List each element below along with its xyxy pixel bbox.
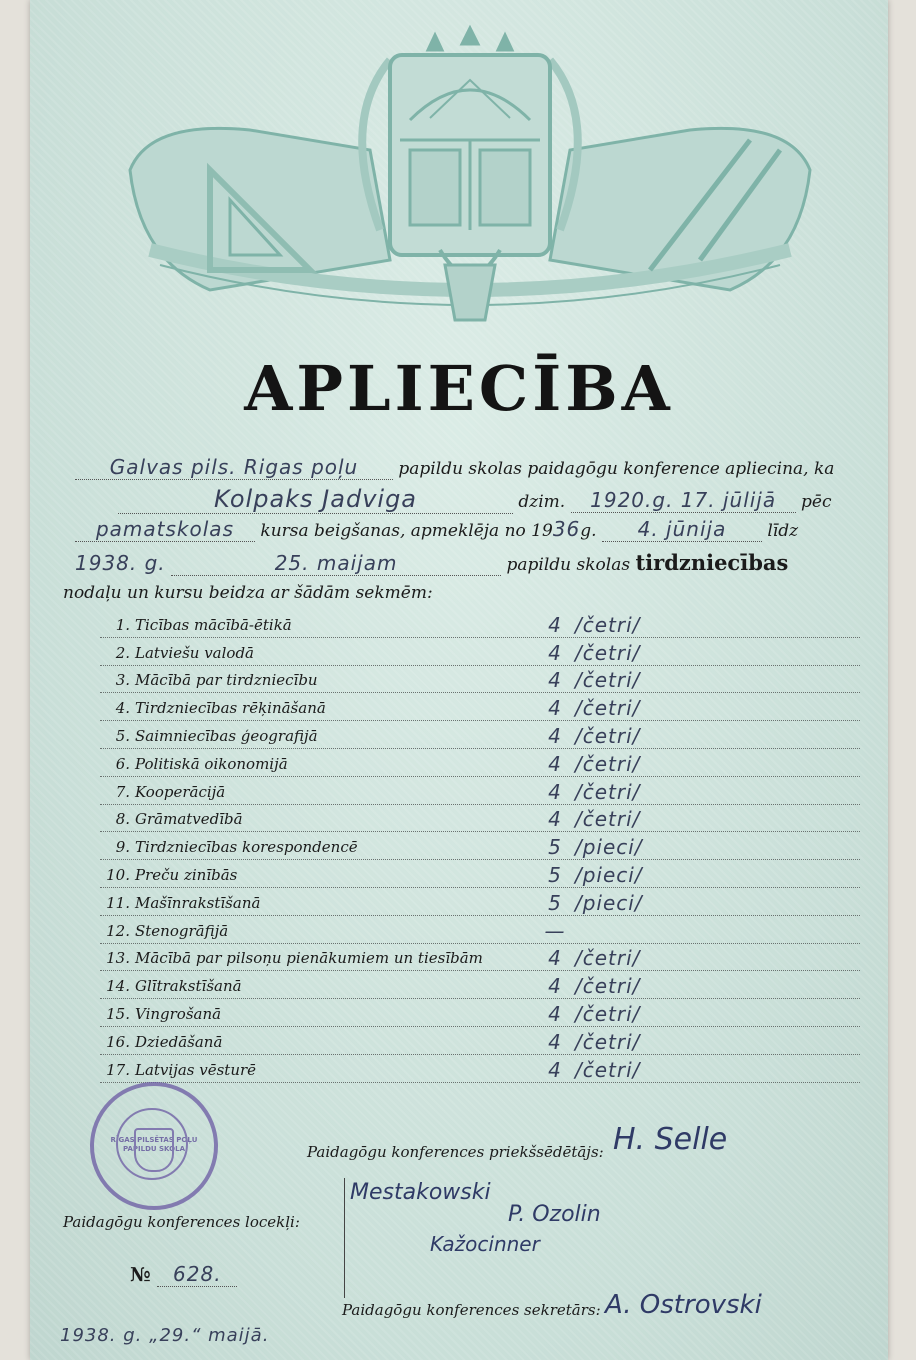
subject-name: Stenogrāfijā (135, 921, 229, 940)
subject-grade-words: /četri/ (575, 1057, 641, 1082)
subject-name: Preču zinībās (135, 865, 238, 884)
intro-text-3: kursa beigšanas, apmeklēja no 19 (260, 521, 553, 541)
document-title: APLIECĪBA (244, 352, 674, 425)
subject-grade-words: /četri/ (575, 751, 641, 776)
subject-number: 11. (106, 893, 130, 912)
subject-name: Kooperācijā (135, 782, 226, 801)
subject-row (100, 721, 860, 749)
stamp-shield-icon (134, 1128, 174, 1172)
subject-grade: 5 (548, 862, 562, 887)
number-value: 628. (157, 1262, 237, 1287)
g-label: g. (580, 521, 597, 541)
members-label: Paidagōgu konferences locekļi: (63, 1213, 300, 1231)
subject-grade: 4 (548, 1001, 562, 1026)
subject-number: 15. (106, 1004, 130, 1023)
subject-number: 2. (115, 643, 130, 662)
subject-number: 8. (115, 810, 130, 829)
subject-grade-words: /četri/ (575, 807, 641, 832)
subject-name: Ticības mācībā-ētikā (135, 615, 292, 634)
member-signature-2: P. Ozolin (508, 1202, 601, 1227)
subject-number: 7. (115, 782, 130, 801)
subject-number: 14. (106, 977, 130, 996)
subject-row (100, 888, 860, 916)
subject-number: 9. (115, 838, 130, 857)
document-number (130, 1262, 237, 1287)
subject-name: Tirdzniecības rēķināšanā (135, 699, 326, 718)
intro-line-1 (75, 455, 834, 480)
intro-text-1: papildu skolas paidagōgu konference apliecina, ka (398, 459, 835, 479)
certificate-paper (30, 0, 888, 1360)
subject-name: Mašīnrakstīšanā (135, 893, 261, 912)
subject-name: Latviešu valodā (135, 643, 254, 662)
subject-number: 13. (106, 949, 130, 968)
school-stamp (90, 1082, 218, 1210)
subject-grade-words: /pieci/ (575, 835, 643, 860)
subject-grade: 5 (548, 890, 562, 915)
subject-grade-words: /četri/ (575, 1001, 641, 1026)
subject-row (100, 1055, 860, 1083)
subject-grade-words: /pieci/ (575, 890, 643, 915)
subject-row (100, 971, 860, 999)
subject-name: Latvijas vēsturē (135, 1060, 257, 1079)
born-label: dzim. (518, 492, 566, 512)
subjects-list (100, 610, 860, 1083)
subject-grade-words: /četri/ (575, 640, 641, 665)
intro-line-4 (75, 550, 788, 576)
number-label: № (130, 1264, 151, 1286)
issue-date-handwritten: 1938. g. „29.“ maijā. (60, 1325, 270, 1346)
subject-grade: 4 (548, 668, 562, 693)
from-year-handwritten: 36 (552, 517, 581, 541)
to-date-handwritten: 25. maijam (171, 551, 501, 576)
member-signature-1: Mestakowski (350, 1180, 491, 1205)
chairman-signature: H. Selle (613, 1122, 728, 1157)
subject-grade: 4 (548, 723, 562, 748)
subject-row (100, 999, 860, 1027)
subject-grade: 4 (548, 779, 562, 804)
subject-name: Mācībā par tirdzniecību (135, 671, 318, 690)
subject-row (100, 610, 860, 638)
stamp-text: RĪGAS PILSĒTAS POĻU PAPILDU SKOLA (110, 1136, 198, 1153)
secretary-signature: A. Ostrovski (605, 1290, 762, 1320)
subject-number: 16. (106, 1032, 130, 1051)
subject-row (100, 944, 860, 972)
subject-grade: 4 (548, 974, 562, 999)
subject-grade-words: /četri/ (575, 946, 641, 971)
subject-number: 3. (115, 671, 130, 690)
subject-grade-words: /četri/ (575, 668, 641, 693)
subject-name: Vingrošanā (135, 1004, 222, 1023)
school-handwritten: Galvas pils. Rigas poļu (75, 455, 393, 480)
subject-grade: 4 (548, 807, 562, 832)
subject-name: Mācībā par pilsoņu pienākumiem un tiesībām (135, 949, 483, 968)
subject-row (100, 805, 860, 833)
subject-name: Glītrakstīšanā (135, 977, 242, 996)
subject-grade: 4 (548, 946, 562, 971)
subject-name: Saimniecības ģeografijā (135, 726, 318, 745)
subject-row (100, 638, 860, 666)
subject-number: 17. (106, 1060, 130, 1079)
subject-row (100, 1027, 860, 1055)
subject-grade: 4 (548, 751, 562, 776)
subject-grade-words: /četri/ (575, 612, 641, 637)
subject-grade: — (544, 918, 566, 943)
subject-grade-words: /četri/ (575, 974, 641, 999)
intro-line-5: nodaļu un kursu beidza ar šādām sekmēm: (63, 583, 433, 603)
subject-grade-words: /četri/ (575, 1029, 641, 1054)
birth-date-handwritten: 1920.g. 17. jūlijā (571, 488, 796, 513)
intro-text-4: papildu skolas (506, 555, 631, 575)
subject-grade: 4 (548, 696, 562, 721)
subject-row (100, 916, 860, 944)
subject-number: 5. (115, 726, 130, 745)
subject-grade-words: /pieci/ (575, 862, 643, 887)
subject-grade: 4 (548, 1029, 562, 1054)
subject-row (100, 860, 860, 888)
subject-row (100, 693, 860, 721)
till-label: līdz (767, 521, 799, 541)
subject-grade: 4 (548, 612, 562, 637)
subject-name: Politiskā oikonomijā (135, 754, 288, 773)
subject-name: Dziedāšanā (135, 1032, 223, 1051)
subject-number: 12. (106, 921, 130, 940)
intro-line-3 (75, 517, 798, 542)
subject-grade-words: /četri/ (575, 779, 641, 804)
department-name: tirdzniecības (635, 550, 789, 575)
after-label: pēc (801, 492, 832, 512)
school-type-handwritten: pamatskolas (75, 517, 255, 542)
subject-row (100, 777, 860, 805)
secretary-label: Paidagōgu konferences sekretārs: (342, 1301, 601, 1319)
subject-name: Tirdzniecības korespondencē (135, 838, 358, 857)
to-year-handwritten: 1938. g. (75, 551, 166, 575)
subject-number: 1. (115, 615, 130, 634)
subject-row (100, 749, 860, 777)
latvian-coat-of-arms-emblem (90, 0, 850, 340)
chairman-label: Paidagōgu konferences priekšsēdētājs: (307, 1143, 604, 1161)
intro-line-2 (118, 485, 832, 514)
from-date-handwritten: 4. jūnija (602, 517, 762, 542)
subject-grade: 4 (548, 640, 562, 665)
subject-grade-words: /četri/ (575, 723, 641, 748)
subject-row (100, 832, 860, 860)
subject-grade: 4 (548, 1057, 562, 1082)
subject-row (100, 666, 860, 694)
member-signature-3: Kažocinner (430, 1232, 540, 1256)
signature-divider (344, 1178, 345, 1298)
student-name-handwritten: Kolpaks Jadviga (118, 485, 513, 514)
subject-name: Grāmatvedībā (135, 810, 243, 829)
subject-grade: 5 (548, 835, 562, 860)
subject-number: 4. (115, 699, 130, 718)
subject-number: 10. (106, 865, 130, 884)
subject-number: 6. (115, 754, 130, 773)
subject-grade-words: /četri/ (575, 696, 641, 721)
